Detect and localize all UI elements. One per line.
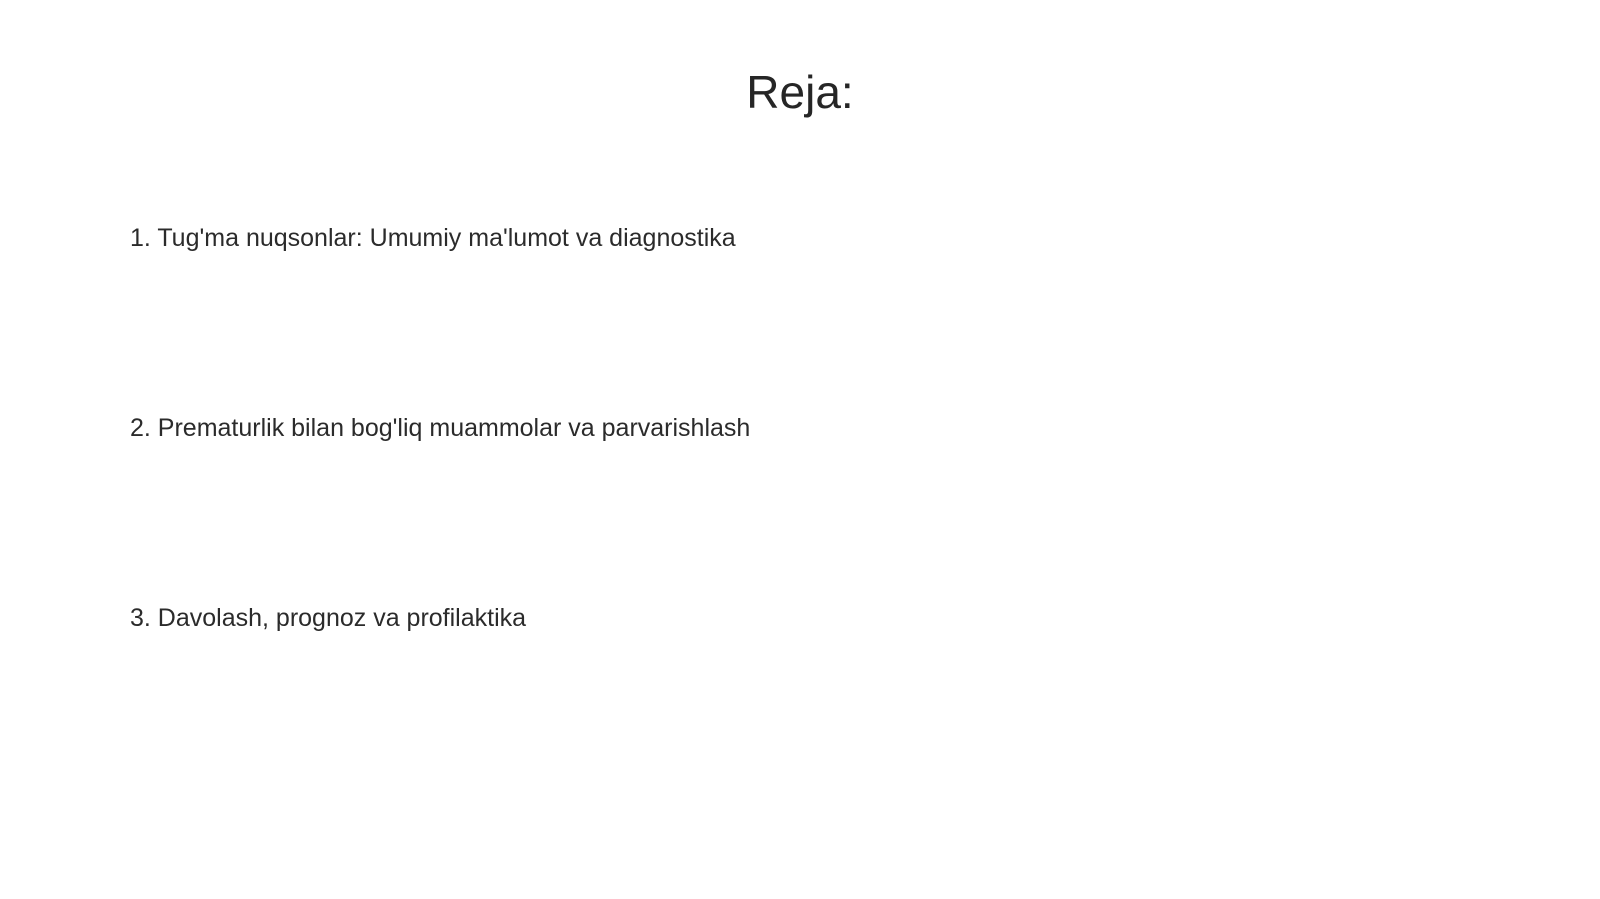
plan-item-3: 3. Davolash, prognoz va profilaktika	[130, 604, 527, 632]
plan-item-2: 2. Prematurlik bilan bog'liq muammolar va parvarishlash	[130, 414, 751, 442]
plan-item-1: 1. Tug'ma nuqsonlar: Umumiy ma'lumot va diagnostika	[130, 224, 736, 252]
slide-title: Reja:	[746, 66, 854, 118]
